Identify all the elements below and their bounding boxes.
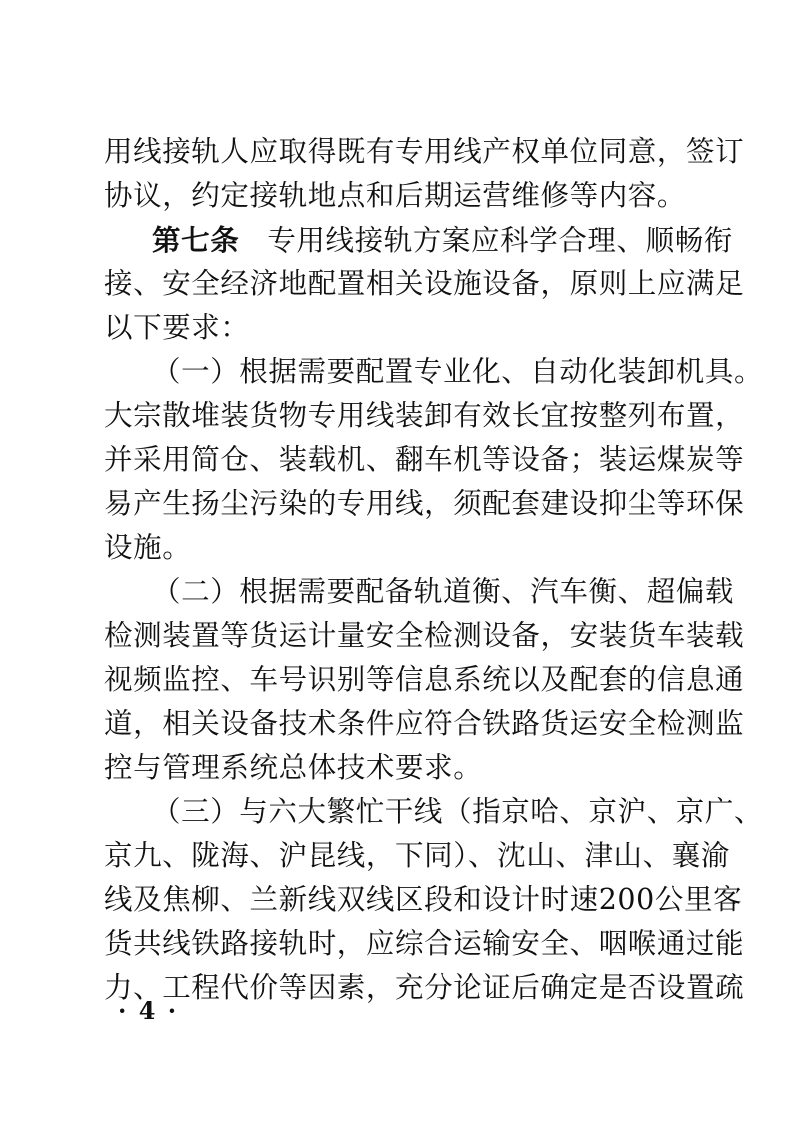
text-line: 货共线铁路接轨时，应综合运输安全、咽喉通过能 bbox=[104, 927, 745, 960]
text-line: （二）根据需要配备轨道衡、汽车衡、超偏载 bbox=[152, 575, 735, 608]
article-text: 专用线接轨方案应科学合理、顺畅衔 bbox=[267, 224, 733, 257]
text-line: 以下要求： bbox=[104, 311, 250, 344]
text-line: 协议，约定接轨地点和后期运营维修等内容。 bbox=[104, 179, 687, 212]
text-line: 京九、陇海、沪昆线，下同）、沈山、津山、襄渝 bbox=[104, 839, 730, 872]
text-line: 力、工程代价等因素，充分论证后确定是否设置疏 bbox=[104, 971, 745, 1004]
article-paragraph bbox=[152, 218, 752, 262]
text-line: （三）与六大繁忙干线（指京哈、京沪、京广、 bbox=[152, 795, 764, 828]
text-line: 接、安全经济地配置相关设施设备，原则上应满足 bbox=[104, 267, 745, 300]
text-line: 线及焦柳、兰新线双线区段和设计时速200公里客 bbox=[104, 883, 743, 916]
text-line: 易产生扬尘污染的专用线，须配套建设抑尘等环保 bbox=[104, 487, 745, 520]
text-line: （一）根据需要配置专业化、自动化装卸机具。 bbox=[152, 355, 764, 388]
page-number: · 4 · bbox=[118, 996, 179, 1025]
text-line: 用线接轨人应取得既有专用线产权单位同意，签订 bbox=[104, 135, 745, 168]
text-line: 道，相关设备技术条件应符合铁路货运安全检测监 bbox=[104, 707, 745, 740]
text-line: 并采用简仓、装载机、翻车机等设备；装运煤炭等 bbox=[104, 443, 745, 476]
text-line: 视频监控、车号识别等信息系统以及配套的信息通 bbox=[104, 663, 745, 696]
text-line: 控与管理系统总体技术要求。 bbox=[104, 751, 483, 784]
article-heading: 第七条 bbox=[152, 223, 240, 257]
text-line: 大宗散堆装货物专用线装卸有效长宜按整列布置， bbox=[104, 399, 745, 432]
text-line: 检测装置等货运计量安全检测设备，安装货车装载 bbox=[104, 619, 745, 652]
text-line: 设施。 bbox=[104, 531, 192, 564]
